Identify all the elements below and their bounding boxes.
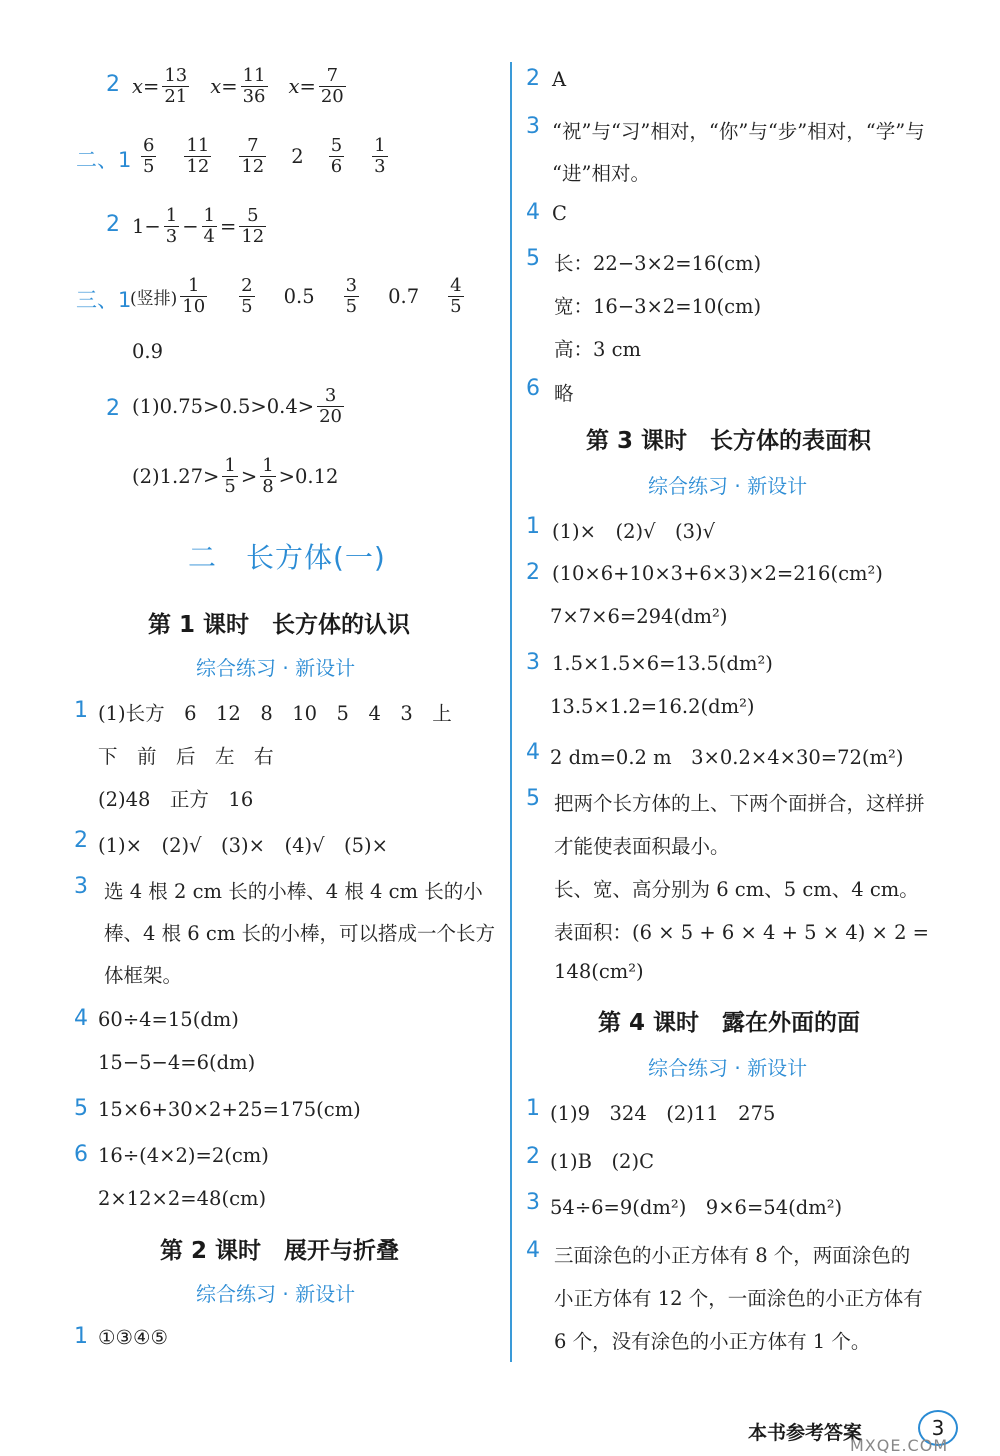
answer-line: 13.5×1.2=16.2(dm²) — [550, 695, 755, 718]
operator: − — [182, 215, 199, 238]
answer-line: (10×6+10×3+6×3)×2=216(cm²) — [552, 562, 883, 585]
fraction: $\frac{3}{20}$ — [319, 385, 342, 427]
answer-line: 2 dm=0.2 m 3×0.2×4×30=72(m²) — [550, 746, 904, 769]
answer-line: 6 个，没有涂色的小正方体有 1 个。 — [554, 1330, 871, 1353]
answer-line: 148(cm²) — [554, 960, 644, 983]
answer-line: 2×12×2=48(cm) — [98, 1187, 267, 1210]
answer-line: “祝”与“习”相对，“你”与“步”相对，“学”与 — [552, 120, 925, 143]
answer-line: ①③④⑤ — [98, 1326, 168, 1349]
answer-line: 54÷6=9(dm²) 9×6=54(dm²) — [550, 1196, 843, 1219]
page-number: 3 — [918, 1410, 958, 1446]
watermark: MXQE.COM — [850, 1436, 949, 1455]
fraction: $\frac{4}{5}$ — [450, 275, 462, 317]
lesson-subtitle: 综合练习 · 新设计 — [196, 656, 356, 680]
answer-line: (1)B (2)C — [550, 1150, 654, 1173]
question-number: 5 — [526, 246, 540, 271]
comparison-row-2 — [132, 456, 338, 497]
answer-line: 把两个长方体的上、下两个面拼合，这样拼 — [554, 792, 925, 815]
fraction: $\frac{5}{12}$ — [241, 205, 265, 247]
question-number: 2 — [526, 66, 540, 91]
lesson-title: 第 3 课时 长方体的表面积 — [586, 428, 872, 454]
answer-line: C — [552, 202, 567, 225]
fraction: $\frac{1}{3}$ — [374, 135, 386, 177]
operator: > — [240, 465, 258, 488]
fraction-row-1 — [132, 66, 349, 107]
variable: x — [132, 75, 143, 98]
fraction: $\frac{2}{5}$ — [241, 275, 253, 317]
variable: x — [288, 75, 300, 98]
variable: x — [210, 75, 222, 98]
fraction: $\frac{5}{6}$ — [330, 135, 343, 177]
answer-line: (1)长方 6 12 8 10 5 4 3 上 — [98, 702, 452, 725]
question-number: 1 — [74, 1324, 88, 1349]
section-label: 三、1 — [76, 288, 132, 312]
comparison: (2)1.27> — [132, 465, 220, 488]
answer-line: 宽：16−3×2=10(cm) — [554, 295, 762, 318]
answer-line: 选 4 根 2 cm 长的小棒、4 根 4 cm 长的小 — [104, 880, 483, 903]
answer-line: 表面积：(6 × 5 + 6 × 4 + 5 × 4) × 2 = — [554, 921, 930, 944]
answer-line: 高：3 cm — [554, 338, 642, 361]
value: 0.9 — [132, 340, 164, 363]
answer-line: “进”相对。 — [552, 162, 650, 185]
answer-line: 15−5−4=6(dm) — [98, 1051, 256, 1074]
fraction-row-3 — [130, 276, 467, 317]
question-number: 4 — [526, 1238, 540, 1263]
question-number: 1 — [526, 1096, 540, 1121]
answer-line: 60÷4=15(dm) — [98, 1008, 239, 1031]
answer-line: 体框架。 — [104, 964, 183, 987]
question-number: 5 — [526, 786, 540, 811]
answer-line: (1)9 324 (2)11 275 — [550, 1102, 776, 1125]
equals: = — [299, 75, 316, 98]
answer-line: (2)48 正方 16 — [98, 788, 254, 811]
value: 2 — [291, 145, 304, 168]
value: 0.7 — [388, 285, 420, 308]
question-number: 2 — [106, 72, 120, 97]
answer-line: 1.5×1.5×6=13.5(dm²) — [552, 652, 773, 675]
fraction: $\frac{11}{12}$ — [186, 135, 210, 177]
answer-line: 15×6+30×2+25=175(cm) — [98, 1098, 361, 1121]
answer-line: 长、宽、高分别为 6 cm、5 cm、4 cm。 — [554, 878, 919, 901]
question-number: 3 — [526, 1190, 540, 1215]
question-number: 3 — [526, 650, 540, 675]
answer-line: 7×7×6=294(dm²) — [550, 605, 728, 628]
question-number: 3 — [526, 114, 540, 139]
unit-title: 二 长方体(一) — [188, 541, 386, 574]
answer-line: 16÷(4×2)=2(cm) — [98, 1144, 269, 1167]
question-number: 2 — [526, 560, 540, 585]
expression: 1− — [132, 215, 161, 238]
question-number: 1 — [74, 698, 88, 723]
comparison-row-1 — [132, 386, 347, 427]
question-number: 1 — [526, 514, 540, 539]
question-number: 4 — [526, 200, 540, 225]
question-number: 4 — [74, 1006, 88, 1031]
question-number: 2 — [526, 1144, 540, 1169]
fraction: $\frac{1}{3}$ — [165, 205, 178, 247]
comparison: >0.12 — [278, 465, 339, 488]
fraction: $\frac{7}{12}$ — [241, 135, 265, 177]
answer-line: 三面涂色的小正方体有 8 个，两面涂色的 — [554, 1244, 911, 1267]
fraction: $\frac{1}{4}$ — [203, 205, 215, 247]
footer-label: 本书参考答案 — [748, 1422, 863, 1444]
answer-line: 才能使表面积最小。 — [554, 835, 730, 858]
note: (竖排) — [130, 289, 178, 309]
lesson-title: 第 1 课时 长方体的认识 — [148, 612, 411, 638]
lesson-subtitle: 综合练习 · 新设计 — [196, 1282, 356, 1306]
answer-line: A — [552, 68, 567, 91]
comparison: (1)0.75>0.5>0.4> — [132, 395, 315, 418]
question-number: 3 — [74, 874, 88, 899]
answer-line: (1)× (2)√ (3)√ — [552, 520, 716, 543]
fraction: $\frac{3}{5}$ — [345, 275, 358, 317]
question-number: 2 — [74, 828, 88, 853]
equals: = — [220, 215, 237, 238]
fraction-row-2 — [138, 136, 391, 177]
fraction: $\frac{6}{5}$ — [143, 135, 155, 177]
value: 0.5 — [283, 285, 315, 308]
question-number: 5 — [74, 1096, 88, 1121]
fraction: $\frac{1}{5}$ — [224, 455, 236, 497]
fraction: $\frac{7}{20}$ — [320, 65, 344, 107]
answer-line: 下 前 后 左 右 — [98, 745, 274, 768]
equation-row — [132, 206, 269, 247]
equals: = — [143, 75, 160, 98]
answer-line: 长：22−3×2=16(cm) — [554, 252, 762, 275]
fraction: $\frac{1}{8}$ — [262, 455, 274, 497]
answer-line: 略 — [554, 382, 574, 405]
right-column — [512, 0, 1000, 1456]
lesson-subtitle: 综合练习 · 新设计 — [648, 1056, 808, 1080]
answer-line: 棒、4 根 6 cm 长的小棒，可以搭成一个长方 — [104, 922, 496, 945]
question-number: 2 — [106, 212, 120, 237]
answer-line: (1)× (2)√ (3)× (4)√ (5)× — [98, 834, 388, 857]
fraction: $\frac{13}{21}$ — [164, 65, 188, 107]
equals: = — [221, 75, 238, 98]
question-number: 6 — [74, 1142, 88, 1167]
question-number: 6 — [526, 376, 540, 401]
question-number: 2 — [106, 396, 120, 421]
question-number: 4 — [526, 740, 540, 765]
lesson-subtitle: 综合练习 · 新设计 — [648, 474, 808, 498]
answer-line: 小正方体有 12 个，一面涂色的小正方体有 — [554, 1287, 923, 1310]
fraction: $\frac{1}{10}$ — [182, 275, 206, 317]
section-label: 二、1 — [76, 148, 132, 172]
lesson-title: 第 2 课时 展开与折叠 — [160, 1238, 400, 1264]
lesson-title: 第 4 课时 露在外面的面 — [598, 1010, 861, 1036]
fraction: $\frac{11}{36}$ — [242, 65, 266, 107]
